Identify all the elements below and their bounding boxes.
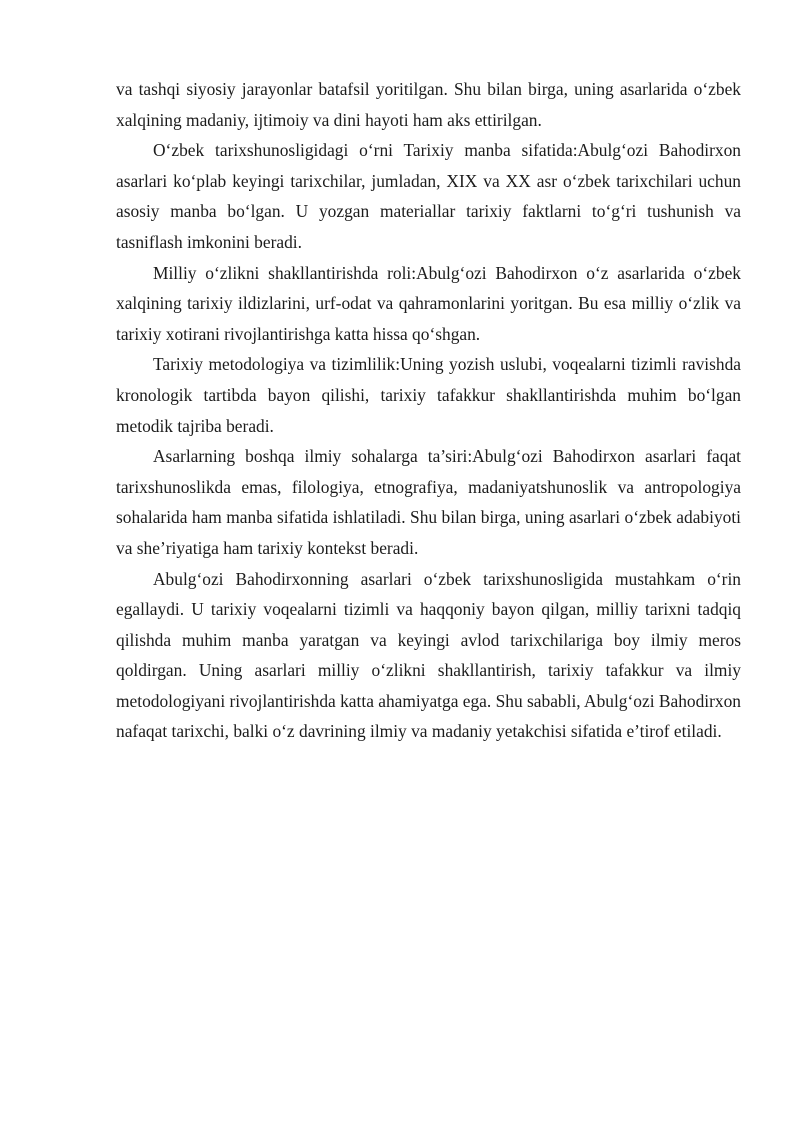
- document-body: [116, 74, 741, 747]
- paragraph-national-identity: Milliy o‘zlikni shakllantirishda roli:Abulg‘ozi Bahodirxon o‘z asarlarida o‘zbek xalqining tarixiy ildizlarini, urf-odat va qahramonlarini yoritgan. Bu esa milliy o‘zlik va tarixiy xotirani rivojlantirishga katta hissa qo‘shgan.: [116, 262, 741, 344]
- paragraph-historiography-role: O‘zbek tarixshunosligidagi o‘rni Tarixiy manba sifatida:Abulg‘ozi Bahodirxon asarlari ko‘plab keyingi tarixchilar, jumladan, XIX va XX asr o‘zbek tarixchilari uchun asosiy manba bo‘lgan. U yozgan materiallar tarixiy faktlarni to‘g‘ri tushunish va tasniflash imkonini beradi.: [116, 140, 741, 252]
- paragraph-conclusion: Abulg‘ozi Bahodirxonning asarlari o‘zbek tarixshunosligida mustahkam o‘rin egallaydi. U tarixiy voqealarni tizimli va haqqoniy bayon qilgan, milliy tarixni tadqiq qilishda muhim manba yaratgan va keyingi avlod tarixchilariga boy ilmiy meros qoldirgan. Uning asarlari milliy o‘zlikni shakllantirish, tarixiy tafakkur va ilmiy metodologiyani rivojlantirishda katta ahamiyatga ega. Shu sababli, Abulg‘ozi Bahodirxon nafaqat tarixchi, balki o‘z davrining ilmiy va madaniy yetakchisi sifatida e’tirof etiladi.: [116, 568, 741, 742]
- paragraph-other-fields: Asarlarning boshqa ilmiy sohalarga ta’siri:Abulg‘ozi Bahodirxon asarlari faqat tarixshunoslikda emas, filologiya, etnografiya, madaniyatshunoslik va antropologiya sohalarida ham manba sifatida ishlatiladi. Shu bilan birga, uning asarlari o‘zbek adabiyoti va she’riyatiga ham tarixiy kontekst beradi.: [116, 446, 741, 558]
- paragraph-continuation: va tashqi siyosiy jarayonlar batafsil yoritilgan. Shu bilan birga, uning asarlarida o‘zbek xalqining madaniy, ijtimoiy va dini hayoti ham aks ettirilgan.: [116, 79, 741, 130]
- paragraph-methodology: Tarixiy metodologiya va tizimlilik:Uning yozish uslubi, voqealarni tizimli ravishda kronologik tartibda bayon qilishi, tarixiy tafakkur shakllantirishda muhim bo‘lgan metodik tajriba beradi.: [116, 354, 741, 436]
